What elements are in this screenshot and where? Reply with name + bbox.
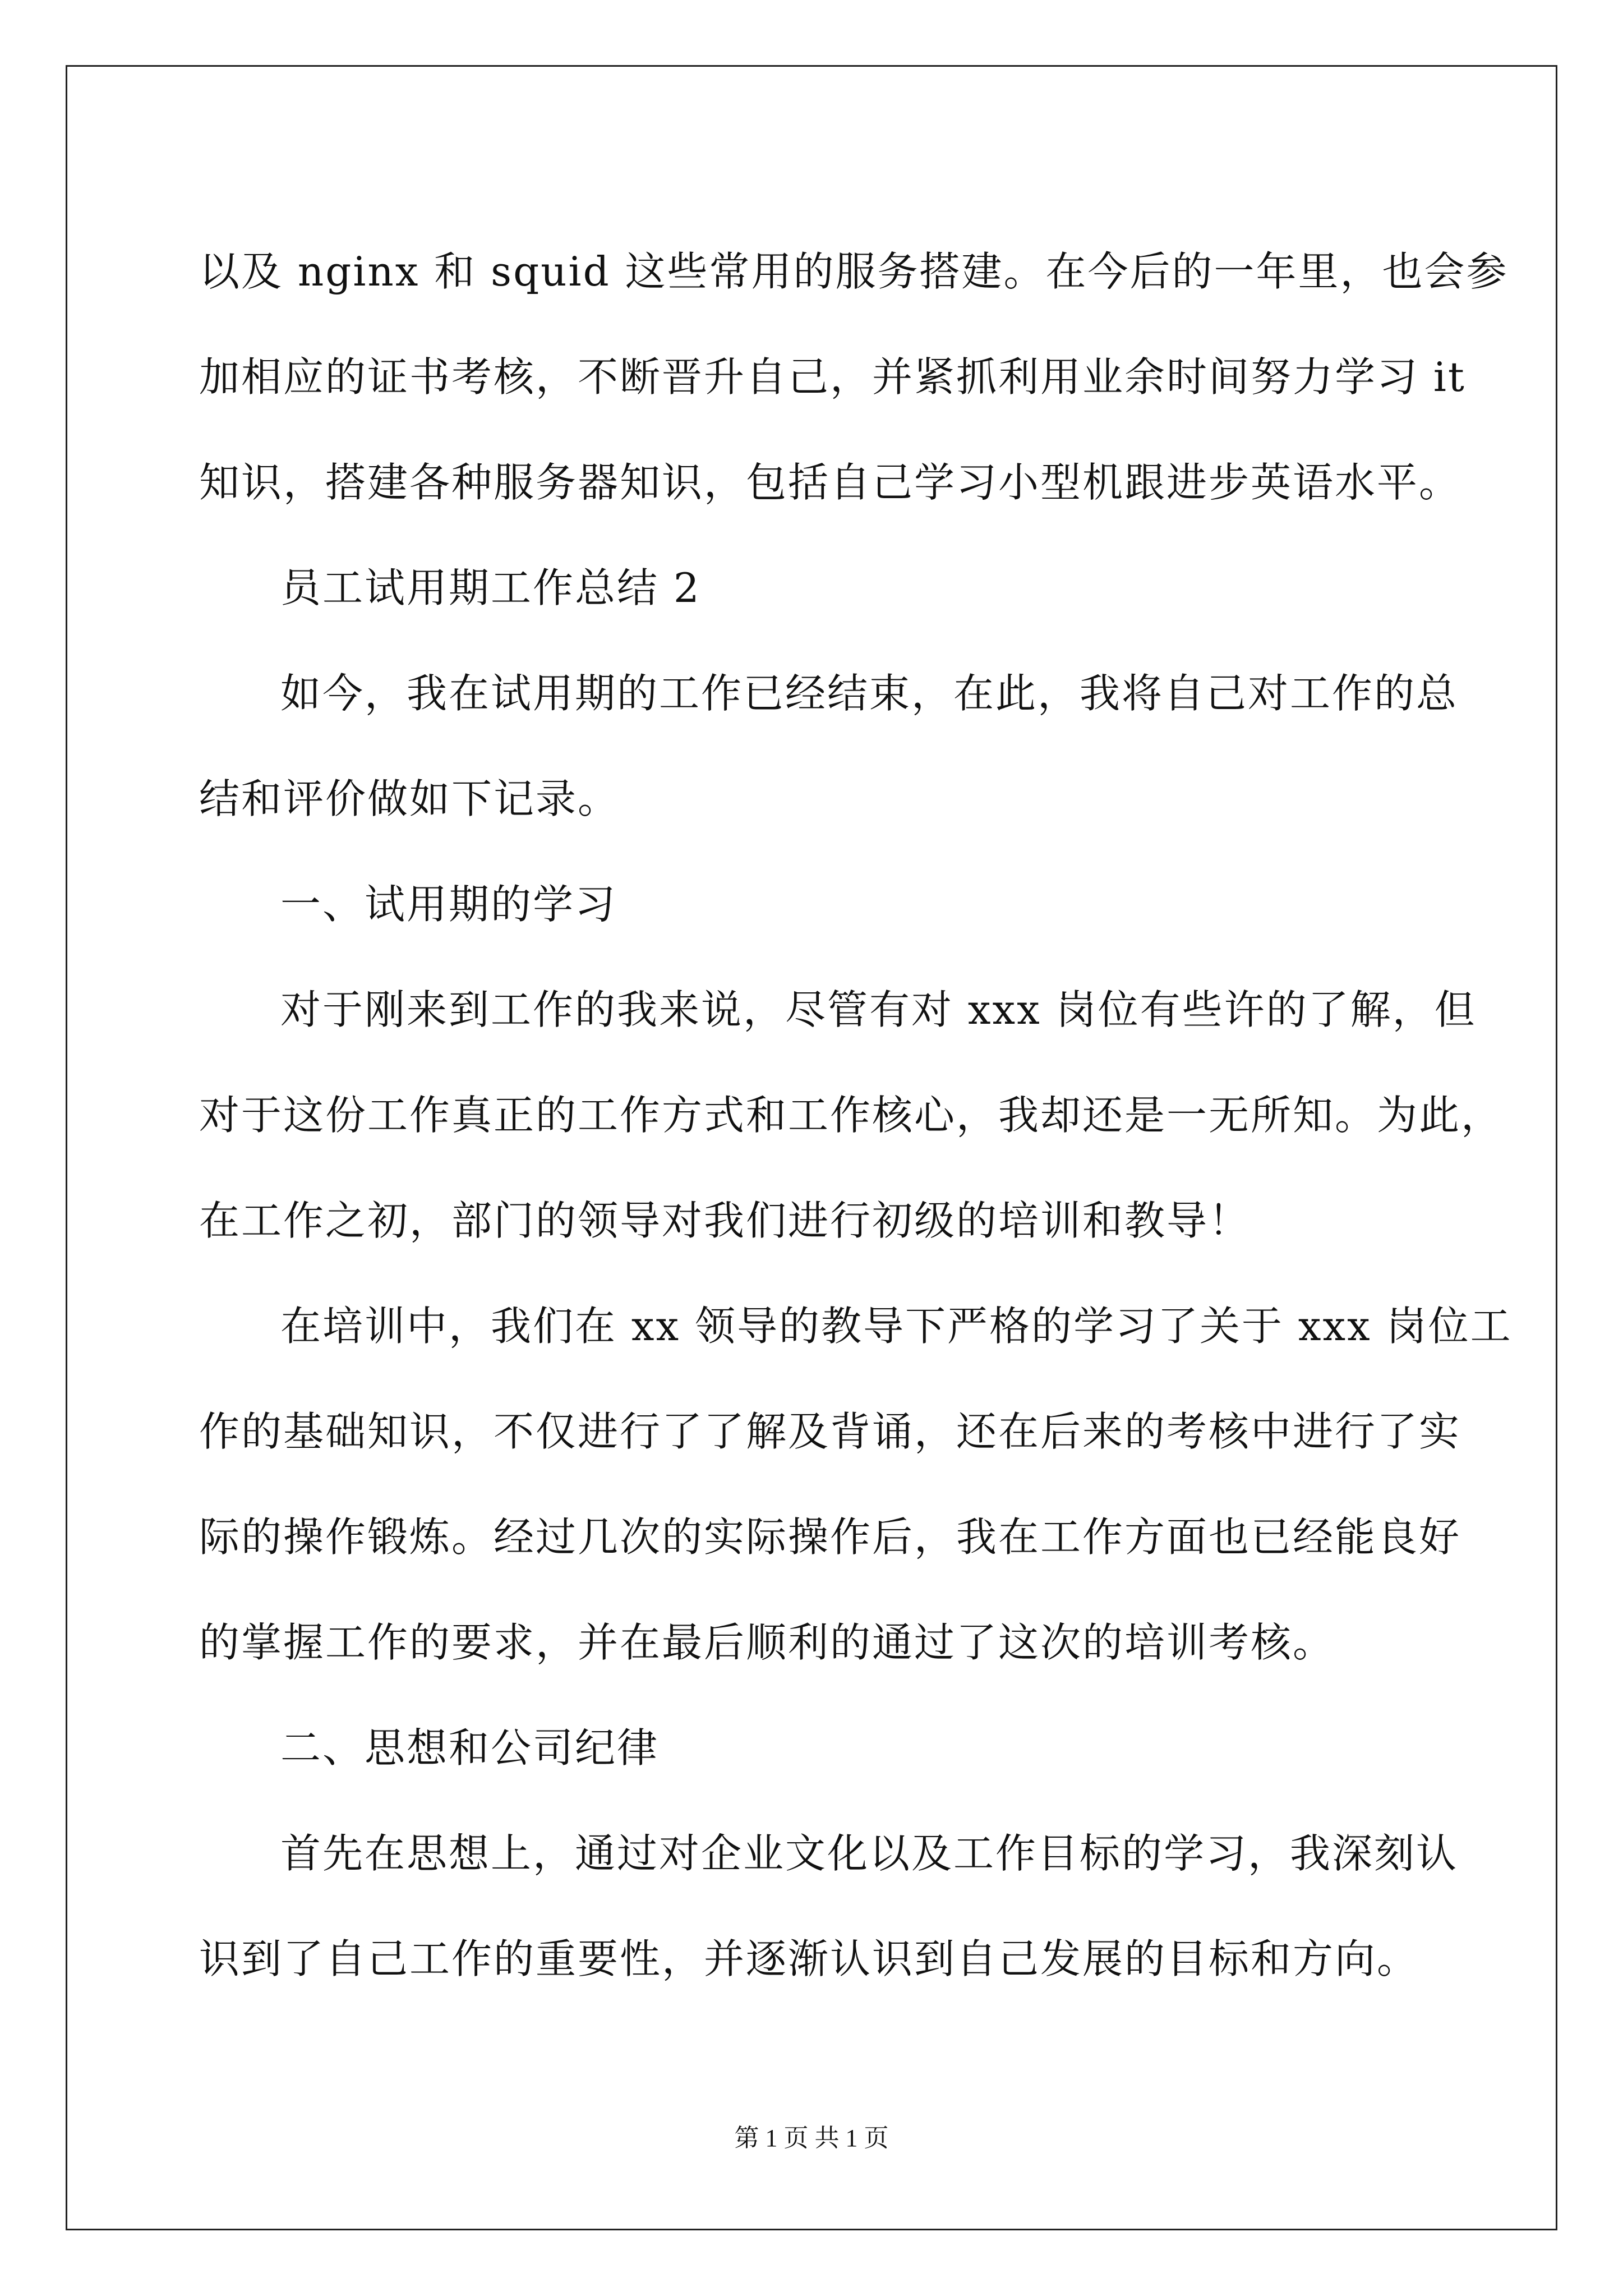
- section-heading: 二、思想和公司纪律: [280, 1724, 660, 1772]
- paragraph-line: 首先在思想上，通过对企业文化以及工作目标的学习，我深刻认: [280, 1830, 1459, 1877]
- paragraph-line: 的掌握工作的要求，并在最后顺利的通过了这次的培训考核。: [199, 1619, 1335, 1666]
- document-body: [199, 219, 1513, 2012]
- paragraph-line: 结和评价做如下记录。: [199, 775, 620, 822]
- paragraph-line: 对于刚来到工作的我来说，尽管有对 xxx 岗位有些许的了解，但: [280, 986, 1477, 1033]
- page-number-footer: 第 1 页 共 1 页: [734, 2124, 889, 2152]
- paragraph-line: 以及 nginx 和 squid 这些常用的服务搭建。在今后的一年里，也会参: [199, 248, 1509, 295]
- paragraph-line: 对于这份工作真正的工作方式和工作核心，我却还是一无所知。为此，: [199, 1092, 1504, 1139]
- paragraph-line: 在培训中，我们在 xx 领导的教导下严格的学习了关于 xxx 岗位工: [280, 1303, 1513, 1350]
- paragraph-line: 知识，搭建各种服务器知识，包括自己学习小型机跟进步英语水平。: [199, 459, 1461, 506]
- paragraph-line: 识到了自己工作的重要性，并逐渐认识到自己发展的目标和方向。: [199, 1935, 1419, 1982]
- paragraph-line: 作的基础知识，不仅进行了了解及背诵，还在后来的考核中进行了实: [199, 1408, 1461, 1455]
- paragraph-line: 际的操作锻炼。经过几次的实际操作后，我在工作方面也已经能良好: [199, 1513, 1461, 1561]
- section-heading: 一、试用期的学习: [280, 881, 617, 928]
- section-title: 员工试用期工作总结 2: [280, 564, 701, 611]
- paragraph-line: 如今，我在试用期的工作已经结束，在此，我将自己对工作的总: [280, 670, 1459, 717]
- paragraph-line: 在工作之初，部门的领导对我们进行初级的培训和教导！: [199, 1197, 1251, 1244]
- paragraph-line: 加相应的证书考核，不断晋升自己，并紧抓利用业余时间努力学习 it: [199, 353, 1466, 401]
